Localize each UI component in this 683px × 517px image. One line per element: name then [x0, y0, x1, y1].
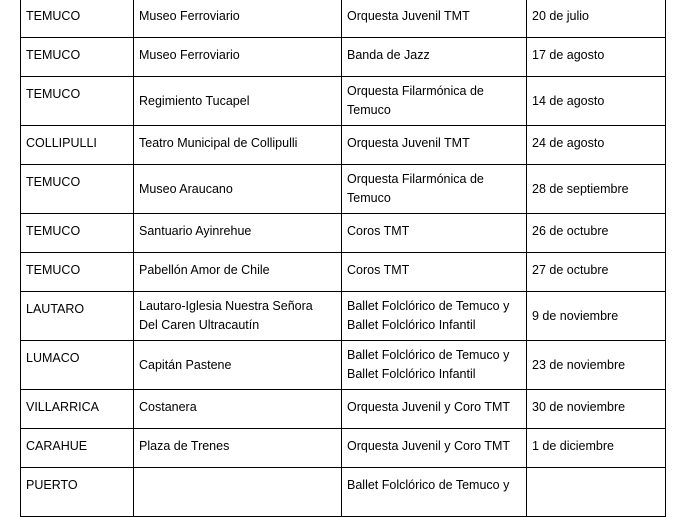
group-cell: [342, 292, 527, 341]
venue-line-2: Del Caren Ultracautín: [139, 318, 260, 332]
group-cell: Ballet Folclórico de Temuco y: [342, 468, 527, 517]
city-cell: TEMUCO: [21, 165, 134, 214]
group-line-2: Ballet Folclórico Infantil: [347, 367, 476, 381]
document-page: [20, 0, 665, 492]
venue-cell: Pabellón Amor de Chile: [134, 253, 342, 292]
date-cell: 20 de julio: [527, 0, 666, 38]
venue-cell: [134, 468, 342, 517]
table-row: [21, 77, 666, 126]
table-row: [21, 253, 666, 292]
group-line-2: Ballet Folclórico Infantil: [347, 318, 476, 332]
city-cell: CARAHUE: [21, 429, 134, 468]
group-cell: Orquesta Juvenil y Coro TMT: [342, 390, 527, 429]
date-cell: 9 de noviembre: [527, 292, 666, 341]
date-cell: [527, 468, 666, 517]
venue-cell: Teatro Municipal de Collipulli: [134, 126, 342, 165]
group-line-1: Orquesta Filarmónica de: [347, 84, 484, 98]
date-cell: 27 de octubre: [527, 253, 666, 292]
group-cell: Orquesta Juvenil y Coro TMT: [342, 429, 527, 468]
venue-line-1: Lautaro-Iglesia Nuestra Señora: [139, 299, 313, 313]
city-cell: TEMUCO: [21, 77, 134, 126]
group-line-1: Orquesta Filarmónica de: [347, 172, 484, 186]
date-cell: 14 de agosto: [527, 77, 666, 126]
city-cell: TEMUCO: [21, 253, 134, 292]
city-cell: VILLARRICA: [21, 390, 134, 429]
city-cell: LAUTARO: [21, 292, 134, 341]
group-cell: [342, 341, 527, 390]
group-cell: Banda de Jazz: [342, 38, 527, 77]
table-row: [21, 292, 666, 341]
venue-cell: Museo Ferroviario: [134, 38, 342, 77]
venue-cell: [134, 292, 342, 341]
date-cell: 28 de septiembre: [527, 165, 666, 214]
city-cell: COLLIPULLI: [21, 126, 134, 165]
table-row: [21, 429, 666, 468]
venue-cell: Museo Ferroviario: [134, 0, 342, 38]
events-table: [20, 0, 666, 517]
date-cell: 24 de agosto: [527, 126, 666, 165]
city-cell: PUERTO: [21, 468, 134, 517]
group-cell: Coros TMT: [342, 253, 527, 292]
date-cell: 1 de diciembre: [527, 429, 666, 468]
city-cell: TEMUCO: [21, 214, 134, 253]
table-row: [21, 468, 666, 517]
group-line-1: Ballet Folclórico de Temuco y: [347, 299, 510, 313]
date-cell: 26 de octubre: [527, 214, 666, 253]
date-cell: 23 de noviembre: [527, 341, 666, 390]
venue-cell: Santuario Ayinrehue: [134, 214, 342, 253]
venue-cell: Plaza de Trenes: [134, 429, 342, 468]
city-cell: TEMUCO: [21, 0, 134, 38]
date-cell: 17 de agosto: [527, 38, 666, 77]
group-cell: [342, 77, 527, 126]
table-row: [21, 38, 666, 77]
table-row: [21, 165, 666, 214]
group-line-1: Ballet Folclórico de Temuco y: [347, 348, 510, 362]
venue-cell: Museo Araucano: [134, 165, 342, 214]
table-row: [21, 390, 666, 429]
venue-cell: Costanera: [134, 390, 342, 429]
group-cell: [342, 165, 527, 214]
venue-cell: Regimiento Tucapel: [134, 77, 342, 126]
date-cell: 30 de noviembre: [527, 390, 666, 429]
table-row: [21, 341, 666, 390]
group-cell: Coros TMT: [342, 214, 527, 253]
table-row: [21, 0, 666, 38]
table-row: [21, 126, 666, 165]
city-cell: TEMUCO: [21, 38, 134, 77]
group-cell: Orquesta Juvenil TMT: [342, 0, 527, 38]
venue-cell: Capitán Pastene: [134, 341, 342, 390]
table-row: [21, 214, 666, 253]
group-cell: Orquesta Juvenil TMT: [342, 126, 527, 165]
city-cell: LUMACO: [21, 341, 134, 390]
group-line-2: Temuco: [347, 191, 391, 205]
group-line-2: Temuco: [347, 103, 391, 117]
